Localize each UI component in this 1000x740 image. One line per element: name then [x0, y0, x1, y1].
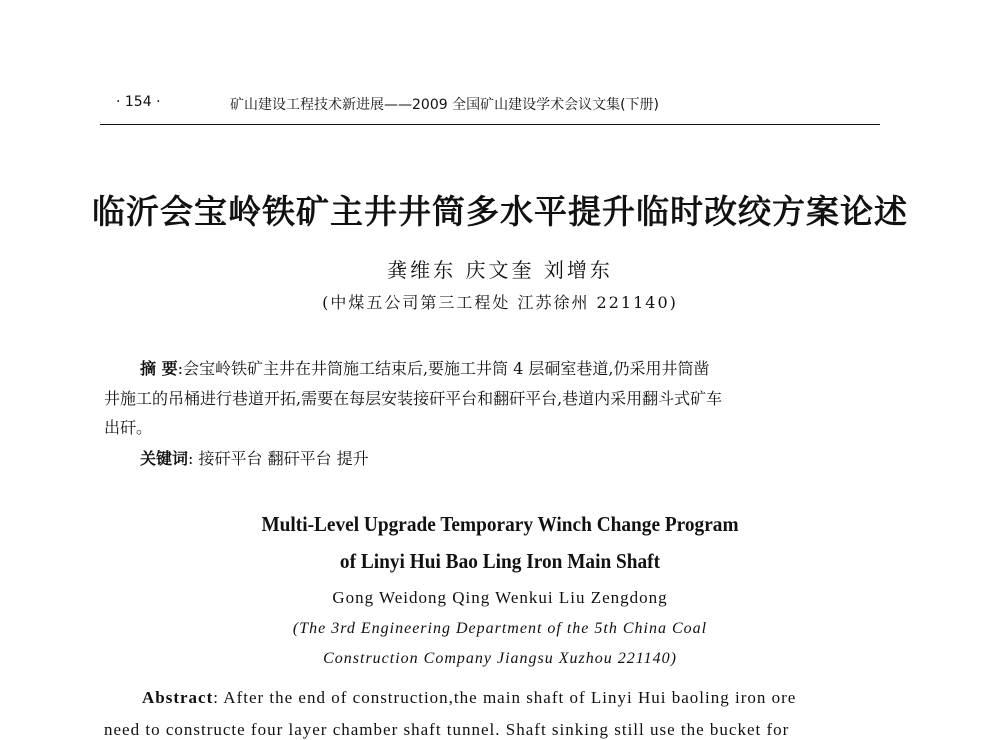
chinese-authors: 龚维东 庆文奎 刘增东	[387, 258, 613, 282]
chinese-abstract-line-2: 井施工的吊桶进行巷道开拓,需要在每层安装接矸平台和翻矸平台,巷道内采用翻斗式矿车	[104, 389, 723, 408]
english-abstract-line-2: need to constructe four layer chamber shaft tunnel. Shaft sinking still use the bucket for	[104, 720, 790, 739]
english-abstract-line-1	[142, 688, 796, 708]
chinese-affiliation: (中煤五公司第三工程处 江苏徐州 221140)	[322, 293, 678, 312]
keywords-label-cn: 关键词	[140, 449, 189, 468]
abstract-en-text-1: : After the end of construction,the main shaft of Linyi Hui baoling iron ore	[213, 688, 797, 707]
page-number: · 154 ·	[116, 94, 161, 110]
english-title-line-2: of Linyi Hui Bao Ling Iron Main Shaft	[339, 549, 661, 573]
english-authors: Gong Weidong Qing Wenkui Liu Zengdong	[332, 588, 668, 607]
english-affiliation-line-1: (The 3rd Engineering Department of the 5th China Coal	[292, 620, 708, 637]
chinese-abstract-line-1	[140, 355, 710, 383]
abstract-label-cn: 摘 要	[140, 359, 178, 378]
chinese-abstract-line-3: 出矸。	[104, 418, 153, 437]
english-title-line-1: Multi-Level Upgrade Temporary Winch Change Program	[261, 512, 739, 536]
keywords-cn-text: : 接矸平台 翻矸平台 提升	[188, 449, 369, 468]
chinese-title: 临沂会宝岭铁矿主井井筒多水平提升临时改绞方案论述	[92, 192, 908, 231]
english-affiliation-line-2: Construction Company Jiangsu Xuzhou 221140)	[323, 650, 677, 667]
abstract-cn-text-1: :会宝岭铁矿主井在井筒施工结束后,要施工井筒 4 层硐室巷道,仍采用井筒凿	[177, 359, 710, 378]
abstract-label-en: Abstract	[142, 688, 214, 707]
chinese-keywords	[140, 445, 369, 473]
running-title: 矿山建设工程技术新进展——2009 全国矿山建设学术会议文集(下册)	[230, 97, 660, 113]
header-rule	[100, 124, 880, 125]
